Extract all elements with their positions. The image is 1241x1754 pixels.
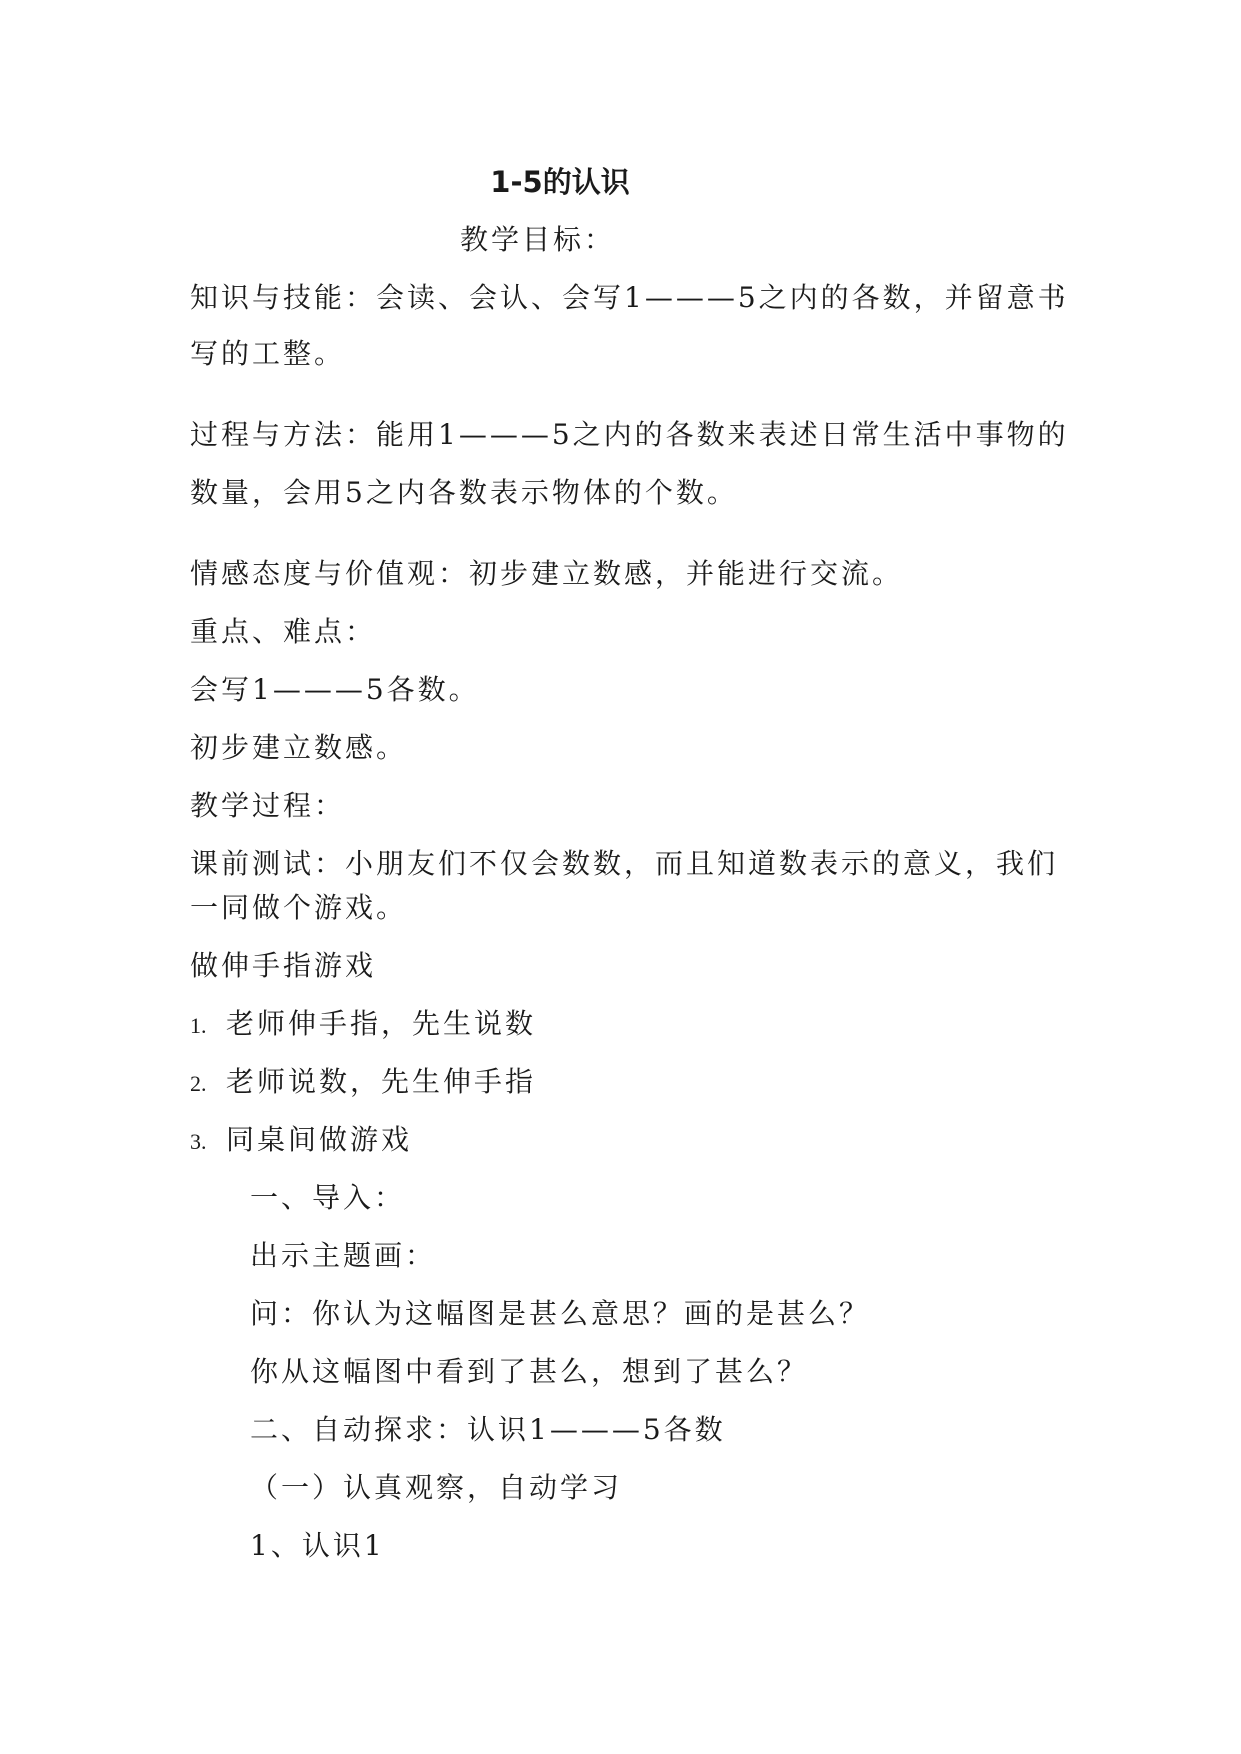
key-point-2: 初步建立数感。 (190, 731, 408, 764)
section-2-heading: 二、自动探求：认识1———5各数 (250, 1413, 726, 1446)
document-title: 1-5的认识 (490, 165, 630, 199)
objectives-heading: 教学目标： (460, 223, 616, 256)
game-item-1 (190, 1006, 536, 1044)
game-item-text: 老师说数，先生伸手指 (226, 1065, 537, 1098)
knowledge-skills-line-2: 写的工整。 (190, 337, 346, 370)
game-item-text: 同桌间做游戏 (226, 1123, 413, 1156)
pretest-line-2: 一同做个游戏。 (190, 891, 408, 924)
game-item-number: 3. (190, 1129, 207, 1154)
game-item-number: 2. (190, 1071, 207, 1096)
key-point-1: 会写1———5各数。 (190, 673, 480, 706)
recognize-1-item: 1、认识1 (250, 1529, 385, 1562)
pretest-line-1: 课前测试：小朋友们不仅会数数，而且知道数表示的意义，我们 (190, 847, 1059, 880)
game-heading: 做伸手指游戏 (190, 949, 377, 982)
game-item-number: 1. (190, 1013, 207, 1038)
key-points-heading: 重点、难点： (190, 615, 377, 648)
show-picture-line: 出示主题画： (250, 1239, 437, 1272)
knowledge-skills-line-1: 知识与技能：会读、会认、会写1———5之内的各数，并留意书 (190, 281, 1069, 314)
question-line-2: 你从这幅图中看到了甚么，想到了甚么？ (250, 1355, 809, 1388)
question-line-1: 问：你认为这幅图是甚么意思？画的是甚么？ (250, 1297, 871, 1330)
subsection-1-heading: （一）认真观察，自动学习 (250, 1471, 623, 1504)
emotion-values-line: 情感态度与价值观：初步建立数感，并能进行交流。 (190, 557, 904, 590)
section-1-heading: 一、导入： (250, 1181, 406, 1214)
teaching-process-heading: 教学过程： (190, 789, 346, 822)
game-item-2 (190, 1064, 536, 1102)
game-item-text: 老师伸手指，先生说数 (226, 1007, 537, 1040)
process-method-line-2: 数量，会用5之内各数表示物体的个数。 (190, 476, 738, 509)
process-method-line-1: 过程与方法：能用1———5之内的各数来表述日常生活中事物的 (190, 418, 1069, 451)
game-item-3 (190, 1122, 412, 1160)
